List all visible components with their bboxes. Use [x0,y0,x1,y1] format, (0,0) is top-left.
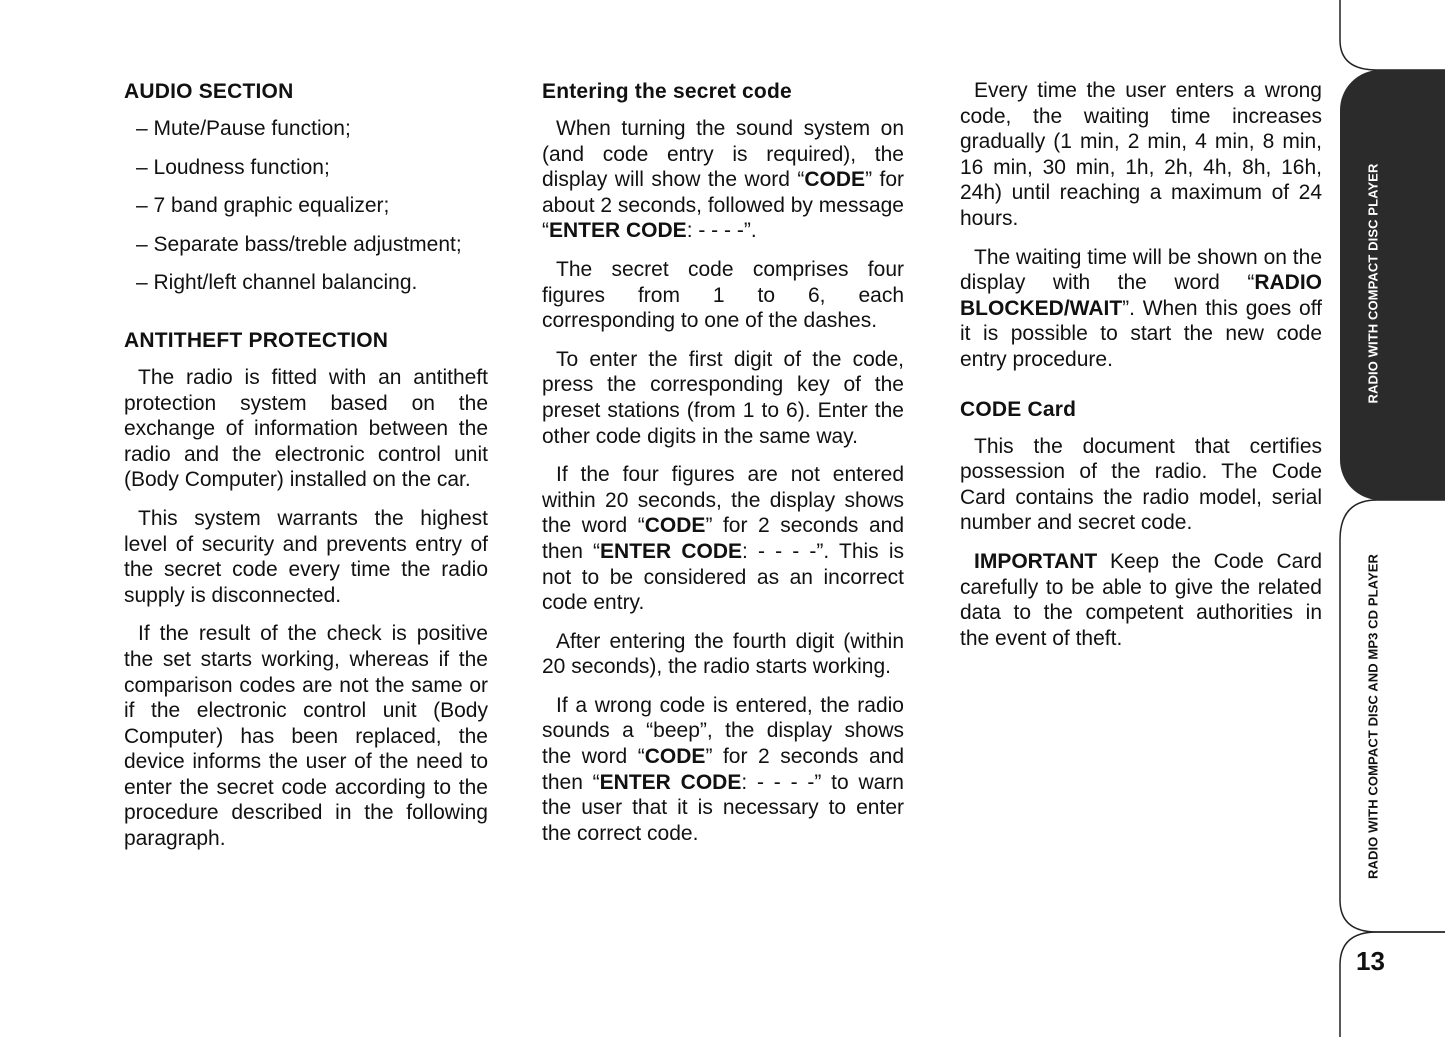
audio-item-balance: – Right/left channel balancing. [136,271,418,295]
entering-code-paragraph-2: The secret code comprises four figures from 1 to 6, each corresponding to one of the dashes. [542,257,904,333]
entering-code-paragraph-1: When turning the sound system on (and code entry is required), the display will show the word “CODE” for about 2 seconds, followed by message “ENTER CODE: - - - -”. [542,117,904,243]
waiting-time-paragraph: The waiting time will be shown on the display with the word “RADIO BLOCKED/WAIT”. When this goes off it is possible to start the new code entry procedure. [960,245,1322,371]
code-card-heading: CODE Card [960,397,1077,421]
antitheft-heading: ANTITHEFT PROTECTION [124,328,389,352]
column-1 [124,78,488,865]
column-3 [960,78,1322,664]
entering-code-paragraph-5: After entering the fourth digit (within 20 seconds), the radio starts working. [542,629,904,679]
audio-section-heading: AUDIO SECTION [124,80,294,103]
sidebar-tab-mp3-label[interactable]: RADIO WITH COMPACT DISC AND MP3 CD PLAYER [1365,553,1381,880]
page-number: 13 [1356,946,1385,976]
sidebar-tab-active[interactable] [1340,70,1445,500]
wrong-code-paragraph: Every time the user enters a wrong code, the waiting time increases gradually (1 min, 2 min, 4 min, 8 min, 16 min, 30 min, 1h, 2h, 4h, 8h, 16h, 24h) until reaching a maximum of 24 hours. [960,79,1322,230]
sidebar-tab-active-label: RADIO WITH COMPACT DISC PLAYER [1365,163,1381,404]
audio-item-mute: – Mute/Pause function; [136,117,351,140]
antitheft-paragraph-3: If the result of the check is positive the set starts working, whereas if the comparison codes are not the same or if the electronic control unit (Body Computer) has been replaced, the device informs the user of the need to enter the secret code according to the procedure described in the following paragraph. [124,622,488,851]
antitheft-paragraph-1: The radio is fitted with an antitheft protection system based on the exchange of information between the radio and the electronic control unit (Body Computer) installed on the car. [124,365,488,492]
important-paragraph: IMPORTANT Keep the Code Card carefully to be able to give the related data to the competent authorities in the event of theft. [960,549,1322,650]
audio-item-bass-treble: – Separate bass/treble adjustment; [136,232,462,256]
entering-code-paragraph-4: If the four figures are not entered within 20 seconds, the display shows the word “CODE” for 2 seconds and then “ENTER CODE: - - - -”. This is not to be considered as an incorrect code entry. [542,463,904,615]
audio-item-equalizer: – 7 band graphic equalizer; [136,194,390,218]
entering-code-heading: Entering the secret code [542,80,792,103]
code-card-paragraph: This the document that certifies possession of the radio. The Code Card contains the radio model, serial number and secret code. [960,434,1322,535]
column-2 [542,78,904,859]
entering-code-paragraph-6: If a wrong code is entered, the radio sounds a “beep”, the display shows the word “CODE” for 2 seconds and then “ENTER CODE: - - - -” to warn the user that it is necessary to enter the correct code. [542,693,904,845]
entering-code-paragraph-3: To enter the first digit of the code, press the corresponding key of the preset stations (from 1 to 6). Enter the other code digits in the same way. [542,347,904,448]
audio-item-loudness: – Loudness function; [136,155,330,179]
important-label: IMPORTANT [974,549,1098,573]
antitheft-paragraph-2: This system warrants the highest level of security and prevents entry of the secret code every time the radio supply is disconnected. [124,506,488,607]
